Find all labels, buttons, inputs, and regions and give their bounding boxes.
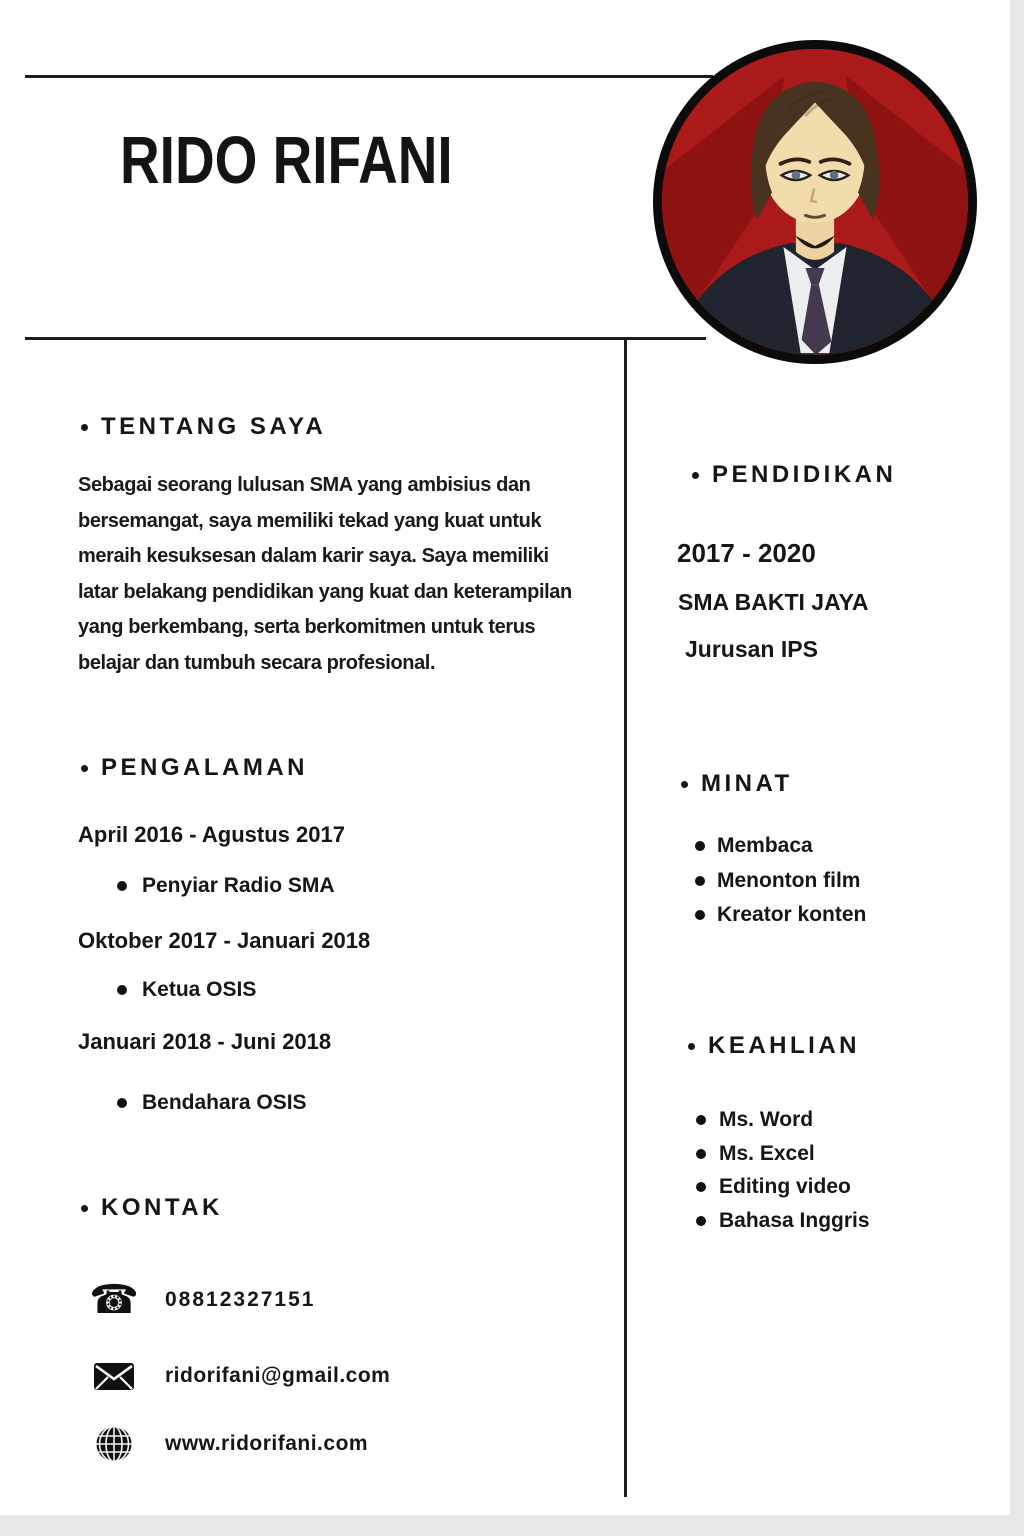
experience-role: Ketua OSIS (117, 976, 256, 1004)
phone-icon: ☎ (89, 1277, 139, 1323)
bottom-edge-strip (0, 1515, 1024, 1536)
about-body: Sebagai seorang lulusan SMA yang ambisius dan bersemangat, saya memiliki tekad yang kuat untuk meraih kesuksesan dalam karir saya. Saya memiliki latar belakang pendidikan yang kuat dan keterampilan yang berkembang, serta berkomitmen untuk terus belajar dan tumbuh secara profesional. (78, 474, 572, 674)
page-title: RIDO RIFANI (120, 123, 453, 198)
section-title: TENTANG SAYA (101, 413, 327, 440)
interest-item: Kreator konten (695, 901, 866, 929)
bullet-icon (696, 1216, 706, 1226)
bullet-icon (696, 1182, 706, 1192)
bullet-icon (117, 985, 127, 995)
globe-icon (91, 1425, 137, 1463)
experience-period: April 2016 - Agustus 2017 (78, 822, 345, 847)
bullet-icon (696, 1149, 706, 1159)
education-period: 2017 - 2020 (677, 538, 816, 568)
education-major: Jurusan IPS (685, 636, 818, 662)
bullet-icon (688, 1043, 695, 1050)
top-rule-line (25, 75, 713, 78)
section-title: PENDIDIKAN (712, 461, 897, 488)
bullet-icon (695, 841, 705, 851)
experience-role: Penyiar Radio SMA (117, 872, 335, 900)
bullet-icon (117, 881, 127, 891)
bullet-icon (692, 472, 699, 479)
section-interests (681, 769, 793, 799)
bullet-icon (696, 1115, 706, 1125)
section-title: PENGALAMAN (101, 754, 308, 781)
section-contact (81, 1193, 223, 1223)
section-experience (81, 753, 308, 783)
bullet-icon (695, 910, 705, 920)
bullet-icon (81, 1205, 88, 1212)
avatar (653, 40, 977, 364)
contact-row-phone (91, 1277, 315, 1323)
skill-item: Editing video (696, 1173, 851, 1201)
bullet-icon (81, 424, 88, 431)
skill-item: Ms. Word (696, 1106, 813, 1134)
skill-item: Bahasa Inggris (696, 1207, 870, 1235)
bullet-icon (681, 781, 688, 788)
contact-row-email (91, 1353, 390, 1399)
experience-role: Bendahara OSIS (117, 1089, 307, 1117)
bullet-icon (81, 765, 88, 772)
section-about (81, 412, 326, 442)
section-skills (688, 1031, 860, 1061)
right-edge-strip (1010, 0, 1024, 1536)
interest-item: Menonton film (695, 867, 860, 895)
bullet-icon (695, 876, 705, 886)
experience-period: Januari 2018 - Juni 2018 (78, 1029, 332, 1054)
contact-row-website (91, 1421, 368, 1467)
contact-phone-value: 08812327151 (165, 1288, 316, 1311)
experience-period: Oktober 2017 - Januari 2018 (78, 928, 371, 953)
skill-item: Ms. Excel (696, 1140, 815, 1168)
contact-website-value: www.ridorifani.com (165, 1432, 369, 1455)
section-title: KONTAK (101, 1194, 223, 1221)
bullet-icon (117, 1098, 127, 1108)
interest-item: Membaca (695, 832, 813, 860)
column-divider-line (624, 337, 627, 1497)
section-education (692, 460, 896, 490)
contact-email-value: ridorifani@gmail.com (165, 1364, 391, 1387)
education-school: SMA BAKTI JAYA (678, 589, 869, 615)
envelope-icon (91, 1362, 137, 1391)
section-title: MINAT (701, 770, 793, 797)
section-title: KEAHLIAN (708, 1032, 860, 1059)
profile-photo-illustration (662, 49, 968, 355)
header-divider-line (25, 337, 706, 340)
